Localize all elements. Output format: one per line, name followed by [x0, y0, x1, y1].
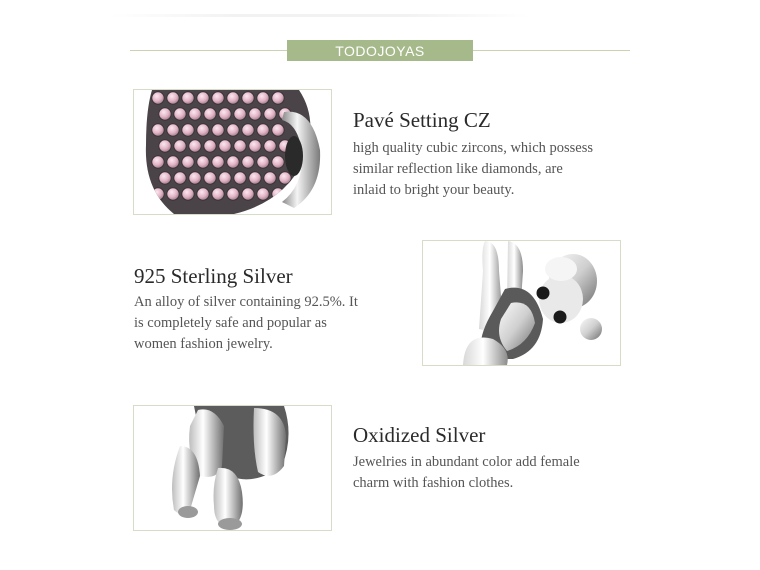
zircon-stone: [234, 108, 246, 120]
zircon-stone: [189, 108, 201, 120]
header-divider-left: [130, 50, 287, 51]
oxidized-charm-image: [134, 406, 331, 530]
zircon-stone: [174, 172, 186, 184]
zircon-stone: [189, 140, 201, 152]
brand-badge: TODOJOYAS: [287, 40, 473, 61]
feature-title-pave: Pavé Setting CZ: [353, 108, 491, 132]
feature-desc-oxidized: [353, 452, 580, 494]
heart-charm-image: [134, 90, 331, 214]
feature-desc-pave: [353, 138, 593, 201]
zircon-stone: [212, 92, 224, 104]
heart-charm-photo: [133, 89, 332, 215]
zircon-stone: [174, 108, 186, 120]
zircon-stone: [182, 92, 194, 104]
zircon-stone: [204, 140, 216, 152]
feature-desc-sterling: [134, 292, 358, 355]
zircon-stone: [182, 156, 194, 168]
zircon-stone: [227, 92, 239, 104]
zircon-stone: [197, 92, 209, 104]
zircon-stone: [219, 172, 231, 184]
zircon-stone: [182, 124, 194, 136]
zircon-stone: [219, 140, 231, 152]
zircon-stone: [257, 156, 269, 168]
zircon-stone: [219, 108, 231, 120]
zircon-stone: [264, 108, 276, 120]
zircon-stone: [272, 156, 284, 168]
zircon-stone: [204, 172, 216, 184]
zircon-stone: [167, 124, 179, 136]
feature-title-oxidized: Oxidized Silver: [353, 423, 486, 447]
zircon-stone: [227, 188, 239, 200]
zircon-stone: [159, 172, 171, 184]
oxidized-charm-photo: [133, 405, 332, 531]
zircon-stone: [242, 188, 254, 200]
zircon-stone: [279, 172, 291, 184]
zircon-stone: [159, 140, 171, 152]
zircon-stone: [197, 188, 209, 200]
zircon-stone: [174, 140, 186, 152]
zircon-stone: [257, 92, 269, 104]
desc-line: is completely safe and popular as: [134, 315, 327, 331]
zircon-stone: [272, 124, 284, 136]
desc-line: Jewelries in abundant color add female: [353, 454, 580, 470]
zircon-stone: [242, 124, 254, 136]
zircon-stone: [212, 124, 224, 136]
zircon-stone: [212, 156, 224, 168]
zircon-stone: [152, 124, 164, 136]
top-fade-line: [110, 14, 530, 17]
zircon-stone: [227, 156, 239, 168]
zircon-stone: [159, 108, 171, 120]
zircon-stone: [152, 188, 164, 200]
desc-line: An alloy of silver containing 92.5%. It: [134, 294, 358, 310]
zircon-stone: [257, 124, 269, 136]
desc-line: inlaid to bright your beauty.: [353, 182, 515, 198]
zircon-stone: [242, 92, 254, 104]
bear-charm-image: [423, 241, 620, 365]
desc-line: high quality cubic zircons, which possess: [353, 140, 594, 156]
zircon-stone: [167, 188, 179, 200]
zircon-stone: [242, 156, 254, 168]
zircon-stone: [264, 172, 276, 184]
feature-title-sterling: 925 Sterling Silver: [134, 264, 293, 288]
zircon-stone: [204, 108, 216, 120]
desc-line: women fashion jewelry.: [134, 336, 273, 352]
zircon-stone: [272, 188, 284, 200]
zircon-stone: [249, 172, 261, 184]
zircon-stone: [249, 140, 261, 152]
zircon-stone: [227, 124, 239, 136]
desc-line: similar reflection like diamonds, are: [353, 161, 563, 177]
bear-charm-photo: [422, 240, 621, 366]
zircon-stone: [197, 124, 209, 136]
zircon-stone: [167, 156, 179, 168]
zircon-stone: [234, 140, 246, 152]
zircon-stone: [234, 172, 246, 184]
zircon-stone: [152, 156, 164, 168]
zircon-stone: [167, 92, 179, 104]
zircon-stone: [272, 92, 284, 104]
zircon-stone: [257, 188, 269, 200]
zircon-stone: [152, 92, 164, 104]
zircon-stone: [182, 188, 194, 200]
header-divider-right: [473, 50, 630, 51]
zircon-stone: [249, 108, 261, 120]
zircon-stone: [197, 156, 209, 168]
desc-line: charm with fashion clothes.: [353, 475, 514, 491]
zircon-stone: [264, 140, 276, 152]
zircon-stone: [189, 172, 201, 184]
zircon-stone: [212, 188, 224, 200]
